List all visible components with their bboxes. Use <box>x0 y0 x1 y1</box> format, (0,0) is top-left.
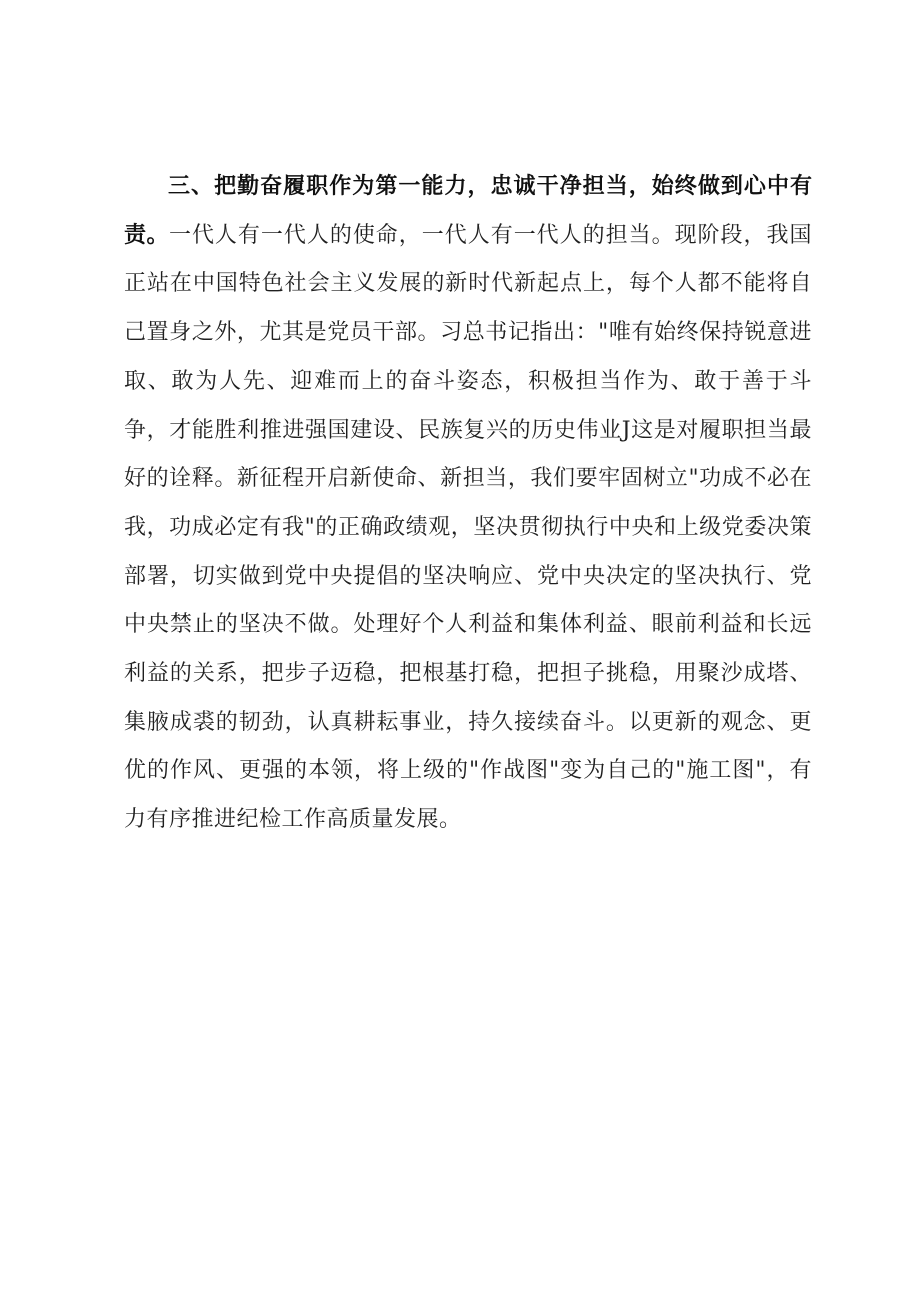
paragraph <box>124 163 812 845</box>
section-heading: 三、把勤奋履职作为第一能力，忠诚干净担当，始终做到心中有责。 <box>124 174 812 248</box>
paragraph-body: 一代人有一代人的使命，一代人有一代人的担当。现阶段，我国正站在中国特色社会主义发展的新时代新起点上，每个人都不能将自己置身之外，尤其是党员干部。习总书记指出："唯有始终保持锐意进取、敢为人先、迎难而上的奋斗姿态，积极担当作为、敢于善于斗争，才能胜利推进强国建设、民族复兴的历史伟业J这是对履职担当最好的诠释。新征程开启新使命、新担当，我们要牢固树立"功成不必在我，功成必定有我"的正确政绩观，坚决贯彻执行中央和上级党委决策部署，切实做到党中央提倡的坚决响应、党中央决定的坚决执行、党中央禁止的坚决不做。处理好个人利益和集体利益、眼前利益和长远利益的关系，把步子迈稳，把根基打稳，把担子挑稳，用聚沙成塔、集腋成裘的韧劲，认真耕耘事业，持久接续奋斗。以更新的观念、更优的作风、更强的本领，将上级的"作战图"变为自己的"施工图"，有力有序推进纪检工作高质量发展。 <box>124 222 812 833</box>
